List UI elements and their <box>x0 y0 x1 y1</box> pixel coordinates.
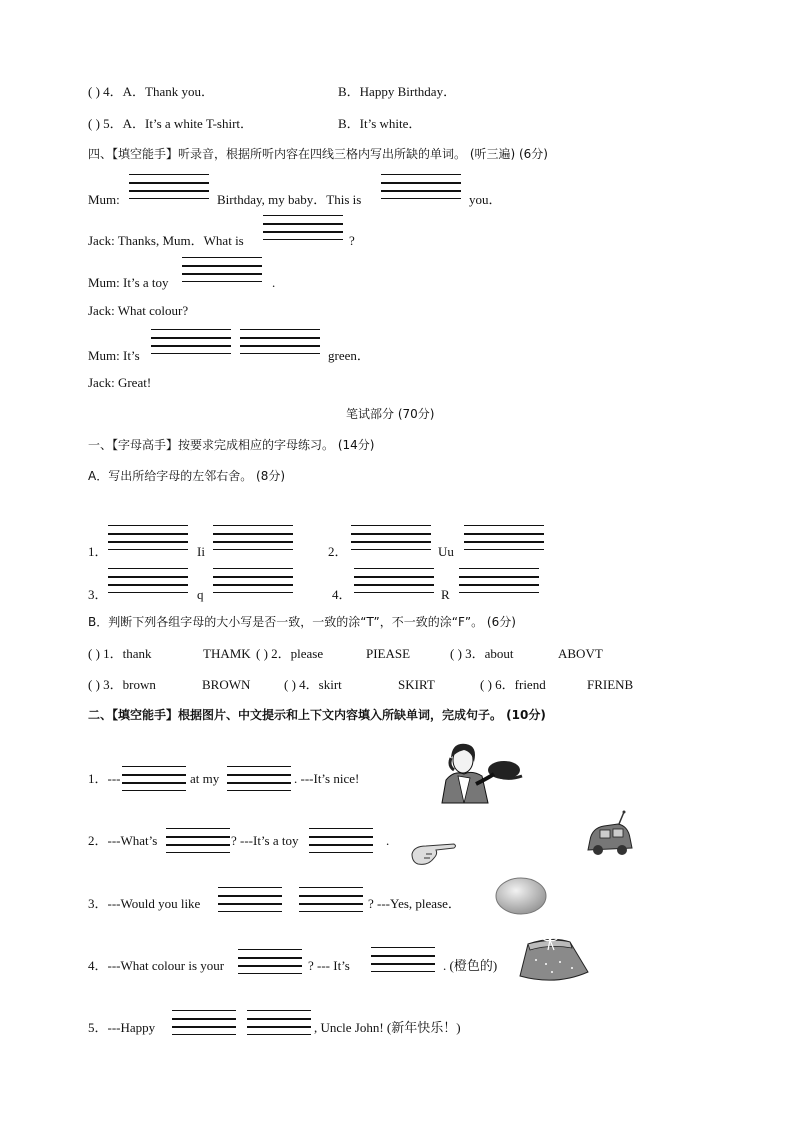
case-item-word: SKIRT <box>398 677 435 692</box>
sentence4-start: 4．---What colour is your <box>88 958 225 973</box>
blank-s1-b[interactable] <box>227 766 291 791</box>
dialog-line5-text: Mum: It’s <box>88 348 140 363</box>
dialog-line2-end: ? <box>349 233 355 248</box>
q5-option-b: B．It’s white． <box>338 116 422 131</box>
dialog-line6: Jack: Great! <box>88 375 152 390</box>
case-item-paren[interactable]: ( ) 2．please <box>256 646 324 661</box>
case-item-paren[interactable]: ( ) 3．about <box>450 646 514 661</box>
blank-s3-a[interactable] <box>218 887 282 912</box>
letter-given: q <box>197 587 204 602</box>
dialog-line1-end: you． <box>469 192 502 207</box>
case-item-paren[interactable]: ( ) 3．brown <box>88 677 156 692</box>
sentence3-end: ? ---Yes, please． <box>368 896 461 911</box>
case-item-word: PIEASE <box>366 646 411 661</box>
dialog-line5-end: green． <box>328 348 370 363</box>
case-item-word: ABOVT <box>558 646 603 661</box>
letter-item-num: 4． <box>332 587 352 602</box>
q4-option-b: B．Happy Birthday． <box>338 84 457 99</box>
case-item-word: FRIENB <box>587 677 634 692</box>
blank-s4-b[interactable] <box>371 947 435 972</box>
sentence4-mid: ? --- It’s <box>308 958 350 973</box>
toy-car-picture <box>584 810 636 860</box>
sentence3-start: 3．---Would you like <box>88 896 201 911</box>
q4-option-a: ( ) 4．A．Thank you． <box>88 84 215 99</box>
q5-option-a: ( ) 5．A．It’s a white T-shirt． <box>88 116 254 131</box>
letter-item-num: 3． <box>88 587 108 602</box>
dialog-line3-end: . <box>272 275 276 290</box>
letter-given: Ii <box>197 544 205 559</box>
blank-s5-b[interactable] <box>247 1010 311 1035</box>
blank-line1-a[interactable] <box>129 174 209 199</box>
blank-line5-b[interactable] <box>240 329 320 354</box>
case-item-word: THAMK <box>203 646 251 661</box>
blank-s4-a[interactable] <box>238 949 302 974</box>
sentence1-mid: at my <box>190 771 220 786</box>
section2-title: 二、【填空能手】根据图片、中文提示和上下文内容填入所缺单词，完成句子。 (10分) <box>88 708 546 722</box>
blank-s2-a[interactable] <box>166 828 230 853</box>
letter-blank-3-right[interactable] <box>213 568 293 593</box>
egg-picture <box>494 876 548 916</box>
written-part-title: 笔试部分 (70分) <box>346 407 435 421</box>
dialog-line4: Jack: What colour? <box>88 303 189 318</box>
letter-blank-1-right[interactable] <box>213 525 293 550</box>
letter-blank-4-right[interactable] <box>459 568 539 593</box>
blank-s3-b[interactable] <box>299 887 363 912</box>
sentence2-mid: ? ---It’s a toy <box>231 833 299 848</box>
blank-line2[interactable] <box>263 215 343 240</box>
case-item-paren[interactable]: ( ) 6．friend <box>480 677 546 692</box>
section4-title: 四、【填空能手】听录音，根据所听内容在四线三格内写出所缺的单词。 (听三遍) (6分) <box>88 147 548 161</box>
man-with-cap-picture <box>436 740 524 804</box>
part-a-instruction: A．写出所给字母的左邻右舍。 (8分) <box>88 469 286 483</box>
letter-item-num: 2． <box>328 544 348 559</box>
blank-line1-b[interactable] <box>381 174 461 199</box>
case-item-paren[interactable]: ( ) 1．thank <box>88 646 152 661</box>
case-item-word: BROWN <box>202 677 251 692</box>
sentence1-start: 1．--- <box>88 771 121 786</box>
sentence2-start: 2．---What’s <box>88 833 158 848</box>
sentence1-end: . ---It’s nice! <box>294 771 360 786</box>
letter-given: R <box>441 587 450 602</box>
blank-line5-a[interactable] <box>151 329 231 354</box>
pointing-hand-picture <box>410 840 458 868</box>
blank-s2-b[interactable] <box>309 828 373 853</box>
blank-line3[interactable] <box>182 257 262 282</box>
letter-blank-2-right[interactable] <box>464 525 544 550</box>
letter-given: Uu <box>438 544 454 559</box>
letter-item-num: 1． <box>88 544 108 559</box>
letter-blank-4-left[interactable] <box>354 568 434 593</box>
case-item-paren[interactable]: ( ) 4．skirt <box>284 677 342 692</box>
part-b-instruction: B．判断下列各组字母的大小写是否一致，一致的涂“T”，不一致的涂“F”。 (6分) <box>88 615 516 629</box>
section1-title: 一、【字母高手】按要求完成相应的字母练习。 (14分) <box>88 438 375 452</box>
sentence2-end: . <box>386 833 390 848</box>
letter-blank-1-left[interactable] <box>108 525 188 550</box>
sentence5-end: , Uncle John! (新年快乐！) <box>314 1020 461 1035</box>
dialog-line2-text: Jack: Thanks, Mum．What is <box>88 233 244 248</box>
sentence4-end: . (橙色的) <box>443 958 498 973</box>
dialog-line1-text: Birthday, my baby．This is <box>217 192 362 207</box>
sentence5-start: 5．---Happy <box>88 1020 156 1035</box>
letter-blank-3-left[interactable] <box>108 568 188 593</box>
blank-s1-a[interactable] <box>122 766 186 791</box>
skirt-picture <box>516 934 590 984</box>
dialog-line1-speaker: Mum: <box>88 192 120 207</box>
dialog-line3-text: Mum: It’s a toy <box>88 275 169 290</box>
letter-blank-2-left[interactable] <box>351 525 431 550</box>
blank-s5-a[interactable] <box>172 1010 236 1035</box>
